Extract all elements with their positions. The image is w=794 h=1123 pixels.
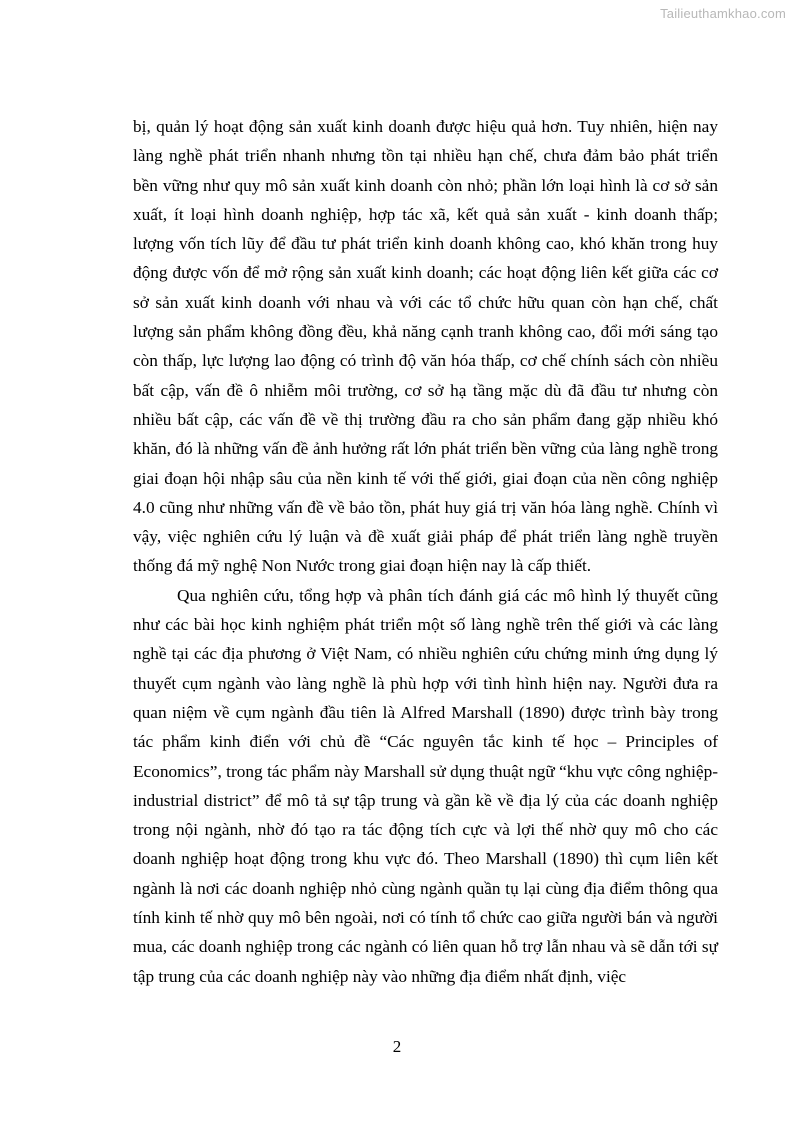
watermark-text: Tailieuthamkhao.com [660, 6, 786, 21]
paragraph-continuation: bị, quản lý hoạt động sản xuất kinh doanh được hiệu quả hơn. Tuy nhiên, hiện nay làng nghề phát triển nhanh nhưng tồn tại nhiều hạn chế, chưa đảm bảo phát triển bền vững như quy mô sản xuất kinh doanh còn nhỏ; phần lớn loại hình là cơ sở sản xuất, ít loại hình doanh nghiệp, hợp tác xã, kết quả sản xuất - kinh doanh thấp; lượng vốn tích lũy để đầu tư phát triển kinh doanh không cao, khó khăn trong huy động được vốn để mở rộng sản xuất kinh doanh; các hoạt động liên kết giữa các cơ sở sản xuất kinh doanh với nhau và với các tổ chức hữu quan còn hạn chế, chất lượng sản phẩm không đồng đều, khả năng cạnh tranh không cao, đổi mới sáng tạo còn thấp, lực lượng lao động có trình độ văn hóa thấp, cơ chế chính sách còn nhiều bất cập, vấn đề ô nhiễm môi trường, cơ sở hạ tầng mặc dù đã đầu tư nhưng còn nhiều bất cập, các vấn đề về thị trường đầu ra cho sản phẩm đang gặp nhiều khó khăn, đó là những vấn đề ảnh hưởng rất lớn phát triển bền vững của làng nghề trong giai đoạn hội nhập sâu của nền kinh tế với thế giới, giai đoạn của nền công nghiệp 4.0 cũng như những vấn đề về bảo tồn, phát huy giá trị văn hóa làng nghề. Chính vì vậy, việc nghiên cứu lý luận và đề xuất giải pháp để phát triển làng nghề truyền thống đá mỹ nghệ Non Nước trong giai đoạn hiện nay là cấp thiết. [133, 117, 718, 576]
document-body [133, 112, 718, 991]
paragraph-cluster-theory: Qua nghiên cứu, tổng hợp và phân tích đánh giá các mô hình lý thuyết cũng như các bài học kinh nghiệm phát triển một số làng nghề trên thế giới và các làng nghề tại các địa phương ở Việt Nam, có nhiều nghiên cứu chứng minh ứng dụng lý thuyết cụm ngành vào làng nghề là phù hợp với tình hình hiện nay. Người đưa ra quan niệm về cụm ngành đầu tiên là Alfred Marshall (1890) được trình bày trong tác phẩm kinh điển với chủ đề “Các nguyên tắc kinh tế học – Principles of Economics”, trong tác phẩm này Marshall sử dụng thuật ngữ “khu vực công nghiệp- industrial district” để mô tả sự tập trung và gần kề về địa lý của các doanh nghiệp trong nội ngành, nhờ đó tạo ra tác động tích cực và lợi thế nhờ quy mô cho các doanh nghiệp hoạt động trong khu vực đó. Theo Marshall (1890) thì cụm liên kết ngành là nơi các doanh nghiệp nhỏ cùng ngành quần tụ lại cùng địa điểm thông qua tính kinh tế nhờ quy mô bên ngoài, nơi có tính tổ chức cao giữa người bán và người mua, các doanh nghiệp trong các ngành có liên quan hỗ trợ lẫn nhau và sẽ dẫn tới sự tập trung của các doanh nghiệp này vào những địa điểm nhất định, việc [133, 585, 718, 986]
page-number: 2 [392, 1037, 402, 1056]
